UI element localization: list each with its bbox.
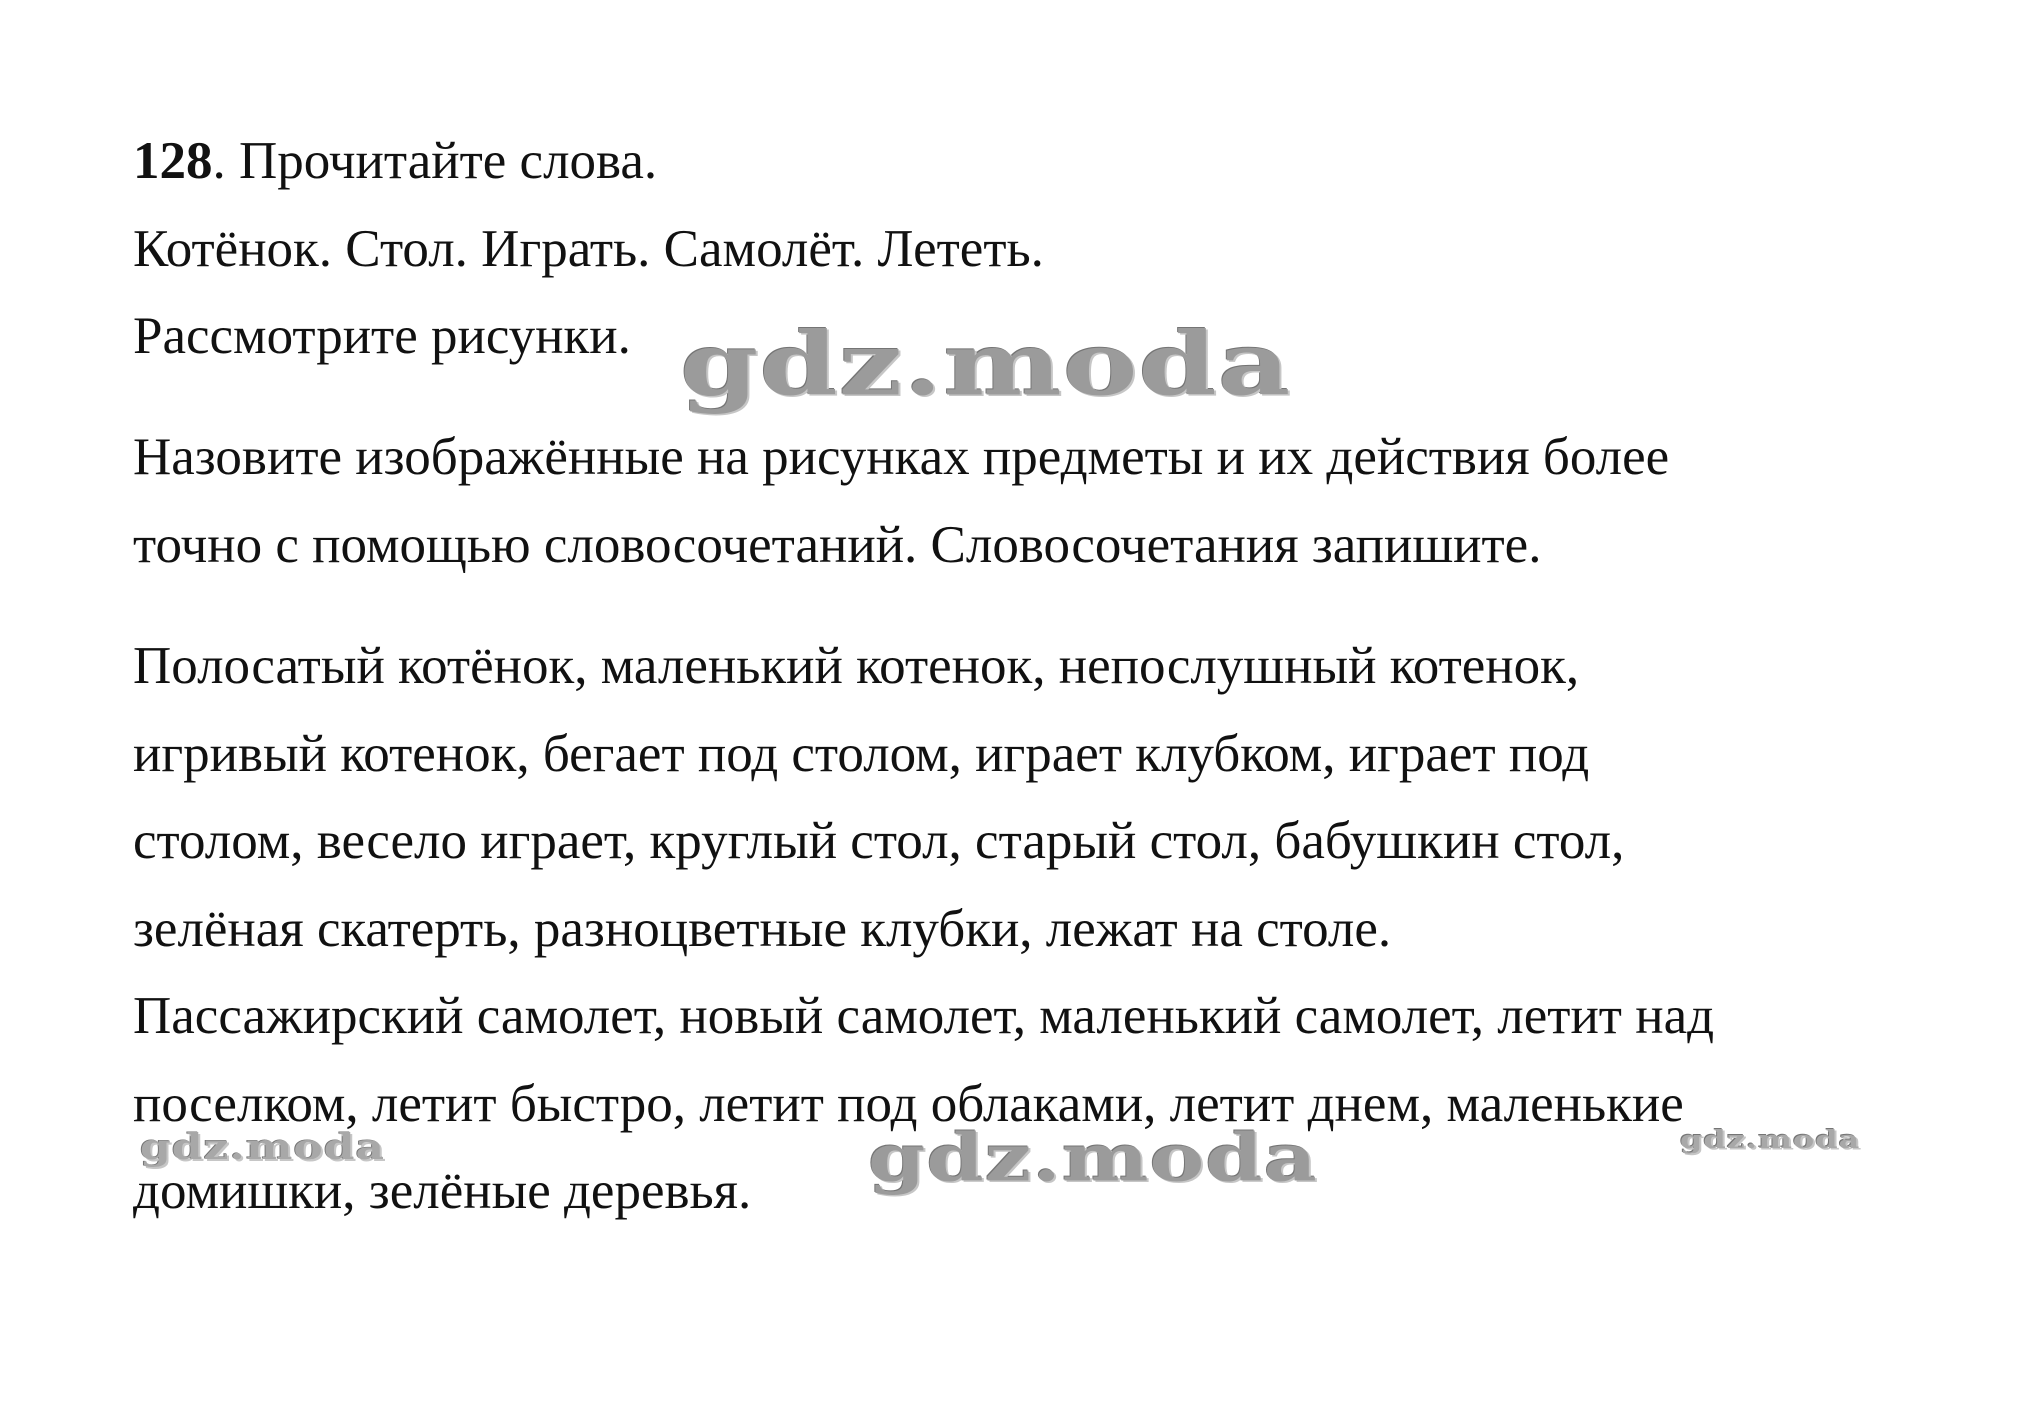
- exercise-look-instruction: Рассмотрите рисунки.: [133, 307, 631, 365]
- exercise-words: Котёнок. Стол. Играть. Самолёт. Лететь.: [133, 220, 1044, 278]
- instruction-line-2: точно с помощью словосочетаний. Словосочетания запишите.: [133, 516, 1542, 574]
- instruction-line-1: Назовите изображённые на рисунках предметы и их действия более: [133, 428, 1670, 486]
- answer-line-3: столом, весело играет, круглый стол, старый стол, бабушкин стол,: [133, 812, 1625, 870]
- exercise-task: . Прочитайте слова.: [212, 132, 658, 190]
- answer-line-7: домишки, зелёные деревья.: [133, 1162, 752, 1220]
- answer-line-6: поселком, летит быстро, летит под облаками, летит днем, маленькие: [133, 1075, 1684, 1133]
- answer-line-4: зелёная скатерть, разноцветные клубки, лежат на столе.: [133, 900, 1392, 958]
- watermark-small-right: gdz.moda: [1680, 1124, 1861, 1155]
- exercise-number: 128: [133, 132, 213, 190]
- watermark-large-bottom: gdz.moda: [868, 1119, 1318, 1197]
- watermark-small-left: gdz.moda: [140, 1127, 386, 1168]
- exercise-heading: [133, 130, 657, 192]
- watermark-large-top: gdz.moda: [680, 313, 1292, 416]
- answer-line-5: Пассажирский самолет, новый самолет, маленький самолет, летит над: [133, 987, 1715, 1045]
- answer-line-2: игривый котенок, бегает под столом, играет клубком, играет под: [133, 725, 1590, 783]
- answer-line-1: Полосатый котёнок, маленький котенок, непослушный котенок,: [133, 637, 1580, 695]
